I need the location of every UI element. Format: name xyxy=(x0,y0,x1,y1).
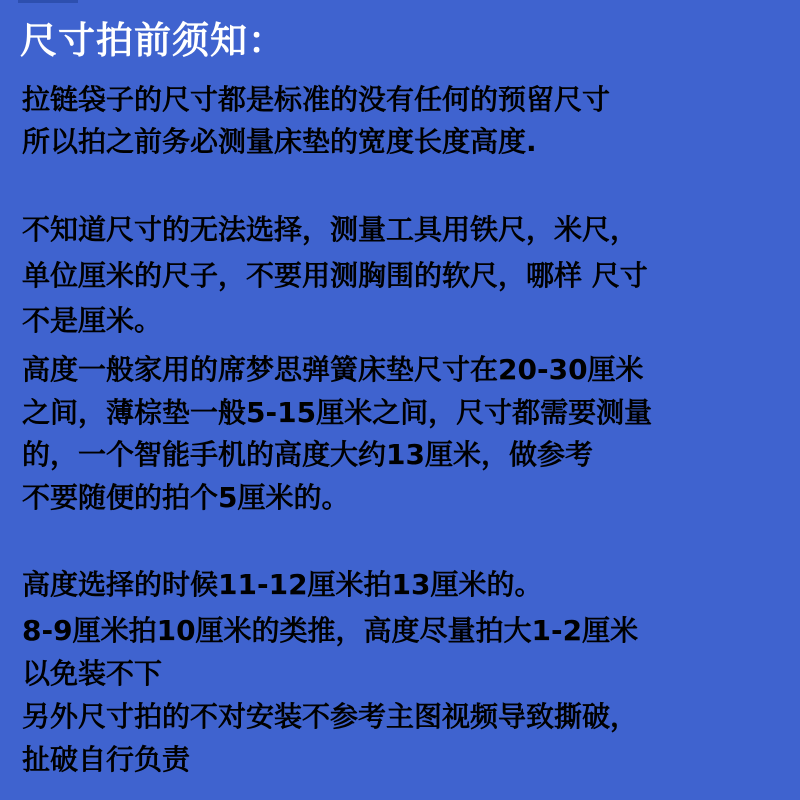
notice-heading: 尺寸拍前须知： xyxy=(20,19,286,62)
notice-line-10: 高度选择的时候11-12厘米拍13厘米的。 xyxy=(22,568,543,601)
notice-line-12: 以免装不下 xyxy=(22,657,163,690)
notice-line-11: 8-9厘米拍10厘米的类推，高度尽量拍大1-2厘米 xyxy=(22,614,639,647)
notice-line-5: 不是厘米。 xyxy=(22,304,163,337)
notice-line-6: 高度一般家用的席梦思弹簧床垫尺寸在20-30厘米 xyxy=(22,353,644,386)
notice-line-3: 不知道尺寸的无法选择，测量工具用铁尺，米尺， xyxy=(22,213,639,246)
notice-line-7: 之间，薄棕垫一般5-15厘米之间，尺寸都需要测量 xyxy=(22,396,653,429)
notice-line-8: 的，一个智能手机的高度大约13厘米，做参考 xyxy=(22,438,593,471)
top-edge-mark xyxy=(18,0,78,3)
notice-line-14: 扯破自行负责 xyxy=(22,743,191,776)
notice-line-2: 所以拍之前务必测量床垫的宽度长度高度. xyxy=(22,125,537,158)
notice-line-13: 另外尺寸拍的不对安装不参考主图视频导致撕破， xyxy=(22,700,639,733)
notice-line-4: 单位厘米的尺子，不要用测胸围的软尺，哪样 尺寸 xyxy=(22,259,648,292)
notice-line-1: 拉链袋子的尺寸都是标准的没有任何的预留尺寸 xyxy=(22,83,611,116)
notice-line-9: 不要随便的拍个5厘米的。 xyxy=(22,481,350,514)
